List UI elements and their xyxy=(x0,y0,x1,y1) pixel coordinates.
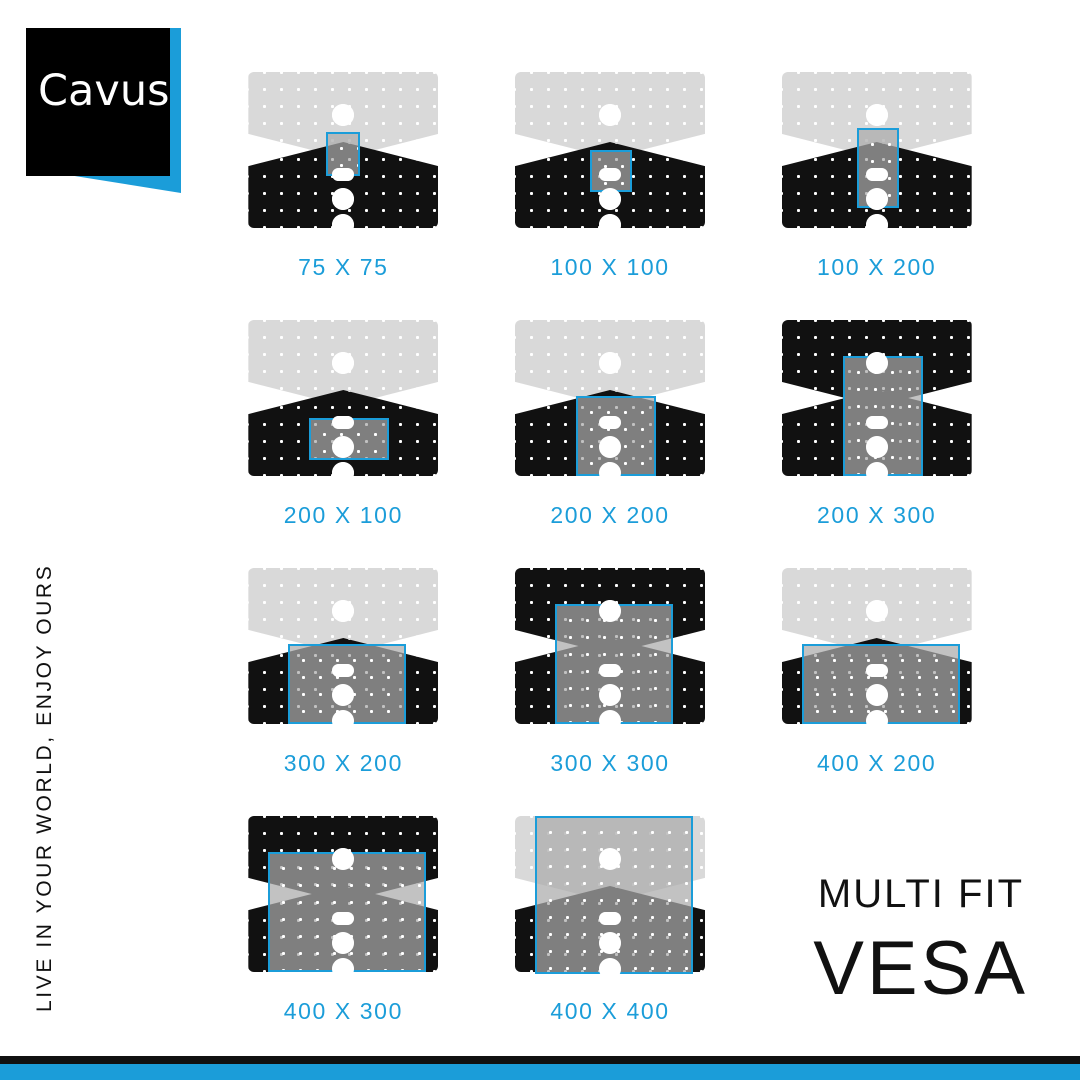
plate-center-hole xyxy=(599,958,621,980)
vesa-cell xyxy=(210,70,477,318)
plate-center-hole xyxy=(332,436,354,458)
center-hole-overlay xyxy=(248,566,438,746)
multi-fit-heading: MULTI FIT xyxy=(817,872,1024,916)
center-hole-overlay xyxy=(248,318,438,498)
plate-center-hole xyxy=(866,352,888,374)
plate-center-hole xyxy=(866,684,888,706)
vesa-size-label: 75 X 75 xyxy=(298,254,389,280)
plate-center-hole xyxy=(866,416,888,429)
vesa-size-label: 400 X 300 xyxy=(283,998,403,1024)
mount-plate-diagram xyxy=(248,70,438,280)
plate-center-hole xyxy=(599,352,621,374)
plate-center-hole xyxy=(332,352,354,374)
vesa-size-label: 200 X 200 xyxy=(550,502,670,528)
logo-wordmark: Cavus xyxy=(38,66,170,116)
plate-center-hole xyxy=(332,600,354,622)
center-hole-overlay xyxy=(248,70,438,250)
mount-plate-diagram xyxy=(515,318,705,528)
vesa-cell xyxy=(743,70,1010,318)
plate-center-hole xyxy=(599,600,621,622)
mount-plate-diagram xyxy=(248,318,438,528)
plate-center-hole xyxy=(332,462,354,484)
center-hole-overlay xyxy=(515,566,705,746)
plate-center-hole xyxy=(866,214,888,236)
plate-center-hole xyxy=(332,188,354,210)
footer-bar-blue xyxy=(0,1064,1080,1080)
vesa-size-label: 100 X 100 xyxy=(550,254,670,280)
vesa-size-label: 200 X 300 xyxy=(817,502,937,528)
plate-center-hole xyxy=(599,416,621,429)
plate-center-hole xyxy=(599,462,621,484)
plate-center-hole xyxy=(866,710,888,732)
vesa-size-label: 300 X 300 xyxy=(550,750,670,776)
center-hole-overlay xyxy=(248,814,438,994)
plate-center-hole xyxy=(599,664,621,677)
plate-center-hole xyxy=(332,684,354,706)
plate-center-hole xyxy=(599,436,621,458)
plate-center-hole xyxy=(332,710,354,732)
center-hole-overlay xyxy=(782,70,972,250)
plate-center-hole xyxy=(599,214,621,236)
vesa-heading: VESA xyxy=(813,926,1028,1011)
vesa-cell xyxy=(477,318,744,566)
plate-center-hole xyxy=(866,436,888,458)
plate-center-hole xyxy=(332,416,354,429)
mount-plate-diagram xyxy=(248,814,438,1024)
plate-center-hole xyxy=(332,912,354,925)
tagline: LIVE IN YOUR WORLD, ENJOY OURS xyxy=(33,563,56,1012)
plate-center-hole xyxy=(332,958,354,980)
plate-center-hole xyxy=(599,168,621,181)
plate-center-hole xyxy=(866,600,888,622)
vesa-cell xyxy=(210,814,477,1062)
plate-center-hole xyxy=(866,168,888,181)
center-hole-overlay xyxy=(515,814,705,994)
center-hole-overlay xyxy=(515,70,705,250)
vesa-cell xyxy=(477,566,744,814)
mount-plate-diagram xyxy=(515,70,705,280)
plate-center-hole xyxy=(866,188,888,210)
mount-plate-diagram xyxy=(782,566,972,776)
vesa-cell xyxy=(477,814,744,1062)
mount-plate-diagram xyxy=(782,318,972,528)
vesa-cell xyxy=(210,566,477,814)
brand-logo xyxy=(26,28,181,193)
center-hole-overlay xyxy=(782,566,972,746)
plate-center-hole xyxy=(332,168,354,181)
vesa-size-label: 400 X 200 xyxy=(817,750,937,776)
plate-center-hole xyxy=(599,710,621,732)
plate-center-hole xyxy=(332,664,354,677)
mount-plate-diagram xyxy=(248,566,438,776)
plate-center-hole xyxy=(599,932,621,954)
vesa-size-label: 400 X 400 xyxy=(550,998,670,1024)
plate-center-hole xyxy=(332,104,354,126)
plate-center-hole xyxy=(332,214,354,236)
plate-center-hole xyxy=(599,188,621,210)
plate-center-hole xyxy=(599,684,621,706)
plate-center-hole xyxy=(866,462,888,484)
plate-center-hole xyxy=(599,848,621,870)
vesa-size-label: 100 X 200 xyxy=(817,254,937,280)
vesa-grid-row xyxy=(210,70,1010,318)
center-hole-overlay xyxy=(515,318,705,498)
plate-center-hole xyxy=(866,104,888,126)
mount-plate-diagram xyxy=(515,566,705,776)
plate-center-hole xyxy=(866,664,888,677)
vesa-size-label: 200 X 100 xyxy=(283,502,403,528)
footer-bar-black xyxy=(0,1056,1080,1064)
mount-plate-diagram xyxy=(782,70,972,280)
vesa-cell xyxy=(743,318,1010,566)
plate-center-hole xyxy=(599,912,621,925)
plate-center-hole xyxy=(332,848,354,870)
plate-center-hole xyxy=(599,104,621,126)
vesa-grid-row xyxy=(210,566,1010,814)
vesa-grid-row xyxy=(210,318,1010,566)
center-hole-overlay xyxy=(782,318,972,498)
mount-plate-diagram xyxy=(515,814,705,1024)
vesa-cell xyxy=(210,318,477,566)
vesa-cell xyxy=(743,566,1010,814)
vesa-size-label: 300 X 200 xyxy=(283,750,403,776)
plate-center-hole xyxy=(332,932,354,954)
vesa-cell xyxy=(477,70,744,318)
